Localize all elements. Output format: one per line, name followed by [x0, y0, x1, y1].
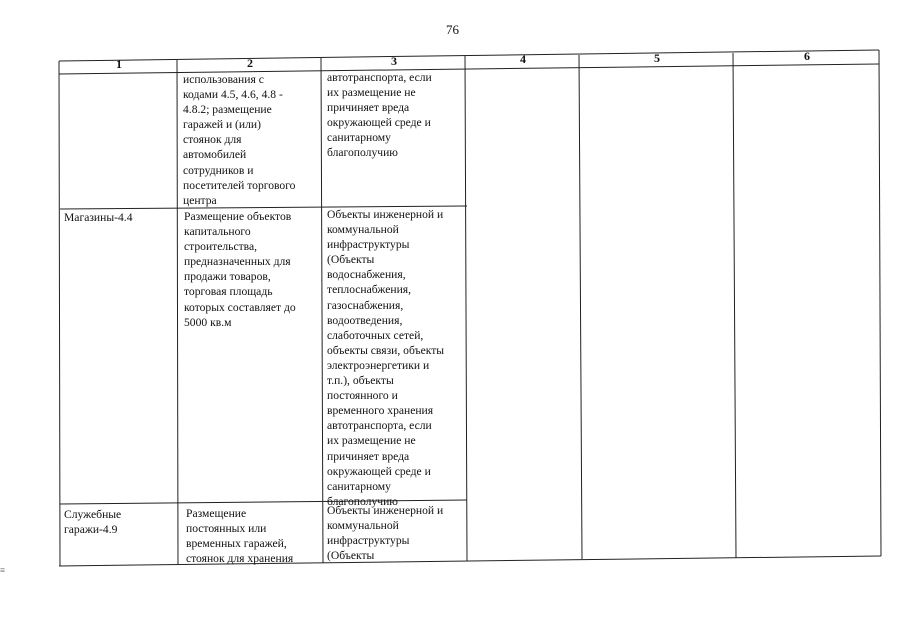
row2-col2: Размещение объектов капитального строительства, предназначенных для продажи товаров, торговая площадь которых составляет до 5000 кв.м	[184, 210, 296, 329]
margin-mark: ≡	[0, 565, 6, 575]
row2-col1: Магазины-4.4	[64, 211, 133, 224]
column-header-5: 5	[654, 51, 660, 65]
row1-col2: использования с кодами 4.5, 4.6, 4.8 - 4.8.2; размещение гаражей и (или) стоянок для автомобилей сотрудников и посетителей торгового центра	[183, 73, 296, 207]
row3-col3: Объекты инженерной и коммунальной инфраструктуры (Объекты	[327, 504, 444, 563]
column-header-2: 2	[247, 56, 253, 70]
row2-col3: Объекты инженерной и коммунальной инфраструктуры (Объекты водоснабжения, теплоснабжения, газоснабжения, водоотведения, слаботочных сетей, объекты связи, объекты электроэнергетики и т.п.), объекты постоянного и временного хранения автотранспорта, если их размещение не причиняет вреда окружающей среде и санитарному благополучию	[327, 208, 445, 508]
page-number: 76	[446, 22, 459, 37]
column-header-3: 3	[391, 54, 397, 68]
column-header-4: 4	[520, 52, 526, 66]
column-header-6: 6	[804, 49, 810, 63]
row3-col2: Размещение постоянных или временных гаражей, стоянок для хранения	[186, 507, 294, 566]
row1-col3: автотранспорта, если их размещение не причиняет вреда окружающей среде и санитарному благополучию	[327, 71, 432, 160]
row3-col1: Служебные гаражи-4.9	[64, 508, 122, 537]
column-header-1: 1	[116, 57, 122, 71]
